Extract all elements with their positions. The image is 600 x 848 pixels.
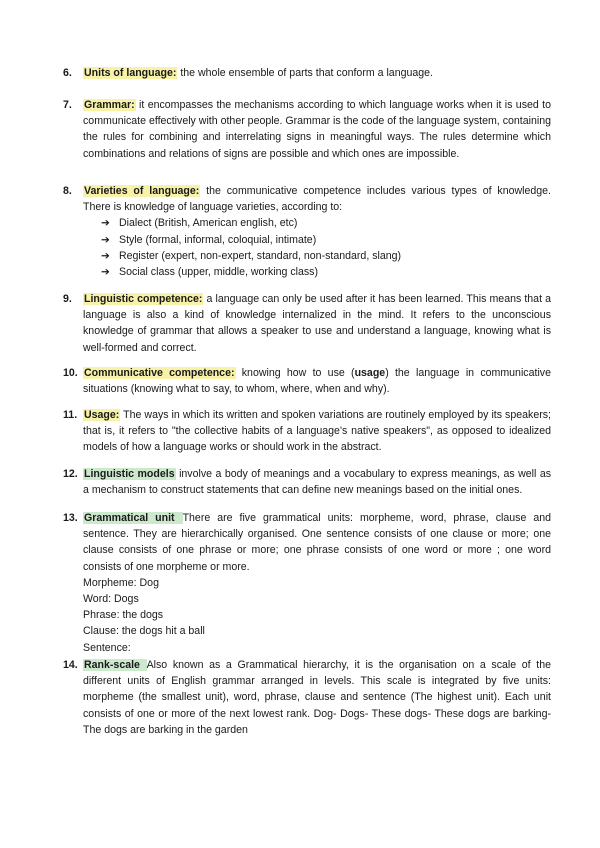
- item-number: 12.: [63, 468, 78, 480]
- term-varieties-of-language: Varieties of language:: [84, 185, 200, 197]
- term-linguistic-competence: Linguistic competence:: [84, 293, 203, 305]
- example-line: Sentence:: [83, 641, 131, 654]
- example-line: Word: Dogs: [83, 593, 139, 606]
- definition-item-11: [63, 407, 551, 456]
- varieties-list: [83, 215, 551, 280]
- list-item: ➔ Register (expert, non-expert, standard, non-standard, slang): [101, 248, 551, 264]
- definition-item-7: [63, 97, 551, 162]
- definition-item-10: 10. Communicative competence: knowing how to use (usage) the language in communicative situations (knowing what to say, to whom, where, when and why).: [63, 367, 551, 396]
- definition-item-12: [63, 466, 551, 498]
- definition-text: There are five grammatical units: morpheme, word, phrase, clause and sentence. They are hierarchically organised. One sentence consists of one clause or more; one clause consists of one phrase or more; one phrase consists of one word or more ; one word consists of one morpheme or more.: [83, 512, 551, 573]
- term-communicative-competence: Communicative competence:: [84, 367, 235, 379]
- arrow-bullet-icon: ➔: [101, 249, 110, 262]
- example-line: Morpheme: Dog: [83, 576, 159, 589]
- list-item: ➔ Style (formal, informal, coloquial, intimate): [101, 232, 551, 248]
- term-usage: Usage:: [84, 409, 120, 421]
- definition-text: Also known as a Grammatical hierarchy, it is the organisation on a scale of the different units of English grammar arranged in levels. This scale is integrated by five units: morpheme (the smallest unit), word, phrase, clause and sentence (The highest unit). Each unit consists of one or more of the next lowest rank. Dog- Dogs- These dogs- These dogs are barking- The dogs are barking in the garden: [83, 659, 551, 736]
- list-item: ➔ Social class (upper, middle, working class): [101, 264, 551, 280]
- term-rank-scale: Rank-scale: [84, 659, 146, 671]
- item-number: 7.: [63, 99, 72, 111]
- arrow-bullet-icon: ➔: [101, 233, 110, 246]
- definition-item-14: [63, 657, 551, 738]
- term-grammatical-unit: Grammatical unit: [84, 512, 182, 524]
- item-number: 14.: [63, 659, 78, 671]
- usage-bold: usage: [354, 367, 386, 379]
- definition-item-13: [63, 510, 551, 656]
- definition-text: it encompasses the mechanisms according to which language works when it is used to communicate effectively with other people. Grammar is the code of the language system, containing the rules for combining and interrelating signs in meaningful ways. The rules determine which combinations and relations of signs are possible and which ones are impossible.: [83, 99, 551, 160]
- list-item: ➔ Dialect (British, American english, etc): [101, 215, 551, 231]
- definition-text: The ways in which its written and spoken variations are routinely employed by its speakers; that is, it refers to "the collective habits of a language's native speakers", as opposed to idealized models of how a language works or should work in the abstract.: [83, 409, 551, 454]
- term-linguistic-models: Linguistic models: [84, 468, 175, 480]
- term-grammar: Grammar:: [84, 99, 135, 111]
- item-number: 8.: [63, 185, 72, 197]
- term-units-of-language: Units of language:: [84, 67, 177, 79]
- definition-text: the whole ensemble of parts that conform a language.: [177, 67, 433, 79]
- item-number: 10.: [63, 367, 78, 379]
- definition-item-6: [63, 65, 551, 81]
- definition-item-9: [63, 291, 551, 356]
- item-number: 6.: [63, 67, 72, 79]
- example-line: Phrase: the dogs: [83, 609, 164, 622]
- definition-item-8: [63, 183, 551, 280]
- arrow-bullet-icon: ➔: [101, 217, 110, 230]
- arrow-bullet-icon: ➔: [101, 266, 110, 279]
- definition-text: a language can only be used after it has been learned. This means that a language is also a kind of knowledge internalized in the mind. It refers to the unconscious knowledge of grammar that allows a speaker to use and understand a language, knowing what is well-formed and correct.: [83, 293, 551, 354]
- item-number: 9.: [63, 293, 72, 305]
- definition-text: involve a body of meanings and a vocabulary to express meanings, as well as a mechanism to construct statements that can define new meanings based on the initial ones.: [83, 468, 552, 497]
- item-number: 13.: [63, 512, 78, 524]
- example-line: Clause: the dogs hit a ball: [83, 625, 205, 638]
- definition-text: the communicative competence includes various types of knowledge. There is knowledge of language varieties, according to:: [83, 185, 551, 214]
- item-number: 11.: [63, 409, 78, 421]
